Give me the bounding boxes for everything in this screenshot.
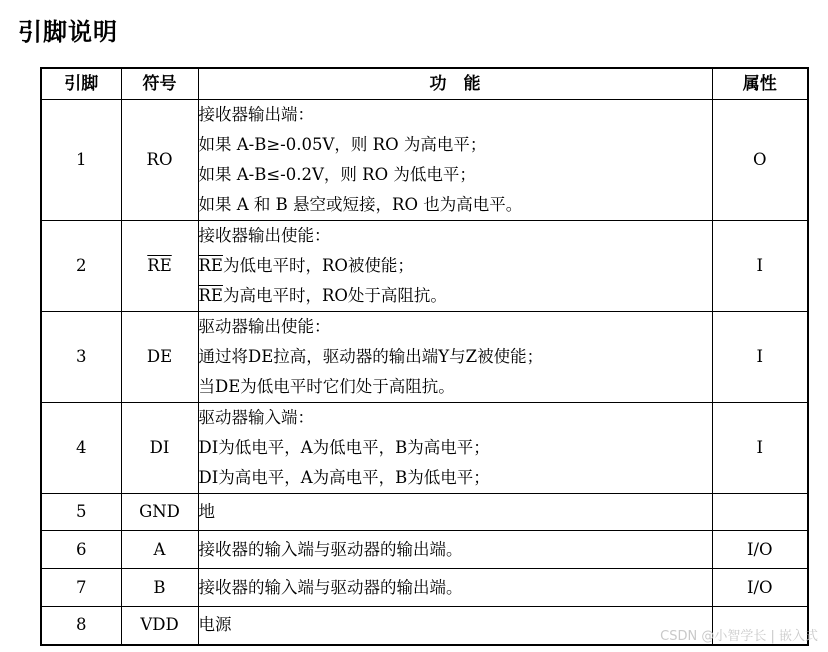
- pin-number: 2: [41, 221, 121, 312]
- table-row: [41, 312, 808, 403]
- table-row: [41, 403, 808, 494]
- table-row: [41, 494, 808, 531]
- function-line: 接收器的输入端与驱动器的输出端。: [198, 577, 463, 597]
- watermark: CSDN @小智学长 | 嵌入式: [660, 629, 818, 644]
- pin-number: 7: [41, 569, 121, 607]
- pin-number: 6: [41, 531, 121, 569]
- page-title: 引脚说明: [18, 18, 118, 46]
- table-row: [41, 221, 808, 312]
- pin-symbol: A: [153, 539, 166, 559]
- function-line: [199, 251, 712, 281]
- pin-attribute: I: [712, 312, 808, 403]
- function-line: 如果 A-B≥-0.05V，则 RO 为高电平；: [198, 135, 487, 154]
- header-pin: 引脚: [41, 68, 121, 100]
- pin-function: [198, 494, 712, 531]
- function-line: DI为低电平，A为低电平，B为高电平；: [198, 438, 490, 457]
- pin-number: 3: [41, 312, 121, 403]
- pin-function: [198, 100, 712, 221]
- pin-function: [198, 531, 712, 569]
- function-line: 驱动器输入端：: [198, 408, 314, 427]
- pin-function: [198, 403, 712, 494]
- function-text: 为高电平时，RO处于高阻抗。: [222, 286, 447, 305]
- pin-number: 8: [41, 607, 121, 645]
- function-line: 如果 A 和 B 悬空或短接，RO 也为高电平。: [198, 195, 523, 214]
- pin-attribute: [712, 494, 808, 531]
- pin-symbol: VDD: [140, 615, 179, 635]
- table-row: [41, 531, 808, 569]
- pin-function: [198, 607, 712, 645]
- pin-symbol: DI: [149, 438, 170, 457]
- overline-signal: $\overline{RE}$: [198, 256, 223, 275]
- pin-attribute: I/O: [712, 569, 808, 607]
- pin-attribute: O: [712, 100, 808, 221]
- pin-symbol: $\overline{RE}$: [147, 256, 172, 275]
- function-line: 通过将DE拉高，驱动器的输出端Y与Z被使能；: [198, 347, 544, 366]
- pin-symbol: DE: [146, 347, 173, 366]
- table-header-row: [41, 68, 808, 100]
- function-line: 当DE为低电平时它们处于高阻抗。: [198, 377, 455, 396]
- pin-symbol: GND: [139, 502, 180, 521]
- function-text: 接收器输出使能：: [198, 226, 331, 245]
- pin-function: [198, 221, 712, 312]
- function-line: 电源: [198, 615, 232, 635]
- function-line: 接收器的输入端与驱动器的输出端。: [198, 539, 463, 559]
- table-row: [41, 569, 808, 607]
- function-line: DI为高电平，A为高电平，B为低电平；: [198, 468, 490, 487]
- pin-attribute: I: [712, 221, 808, 312]
- pin-symbol: RO: [146, 150, 173, 169]
- pin-function: [198, 569, 712, 607]
- function-line: 地: [198, 502, 215, 521]
- overline-signal: $\overline{RE}$: [198, 286, 223, 305]
- pin-description-table: [40, 67, 809, 646]
- pin-number: 4: [41, 403, 121, 494]
- table-body: [41, 100, 808, 645]
- pin-symbol: B: [153, 577, 166, 597]
- function-text: 为低电平时，RO被使能；: [222, 256, 414, 275]
- header-attribute: 属性: [712, 68, 808, 100]
- pin-attribute: I: [712, 403, 808, 494]
- header-function: 功 能: [198, 68, 712, 100]
- pin-function: [198, 312, 712, 403]
- pin-number: 5: [41, 494, 121, 531]
- pin-attribute: I/O: [712, 531, 808, 569]
- pin-number: 1: [41, 100, 121, 221]
- table-row: [41, 100, 808, 221]
- function-line: [199, 221, 712, 251]
- header-symbol: 符号: [121, 68, 198, 100]
- function-line: 如果 A-B≤-0.2V，则 RO 为低电平；: [198, 165, 476, 184]
- function-line: [199, 281, 712, 311]
- function-line: 接收器输出端：: [198, 105, 314, 124]
- function-line: 驱动器输出使能：: [198, 317, 331, 336]
